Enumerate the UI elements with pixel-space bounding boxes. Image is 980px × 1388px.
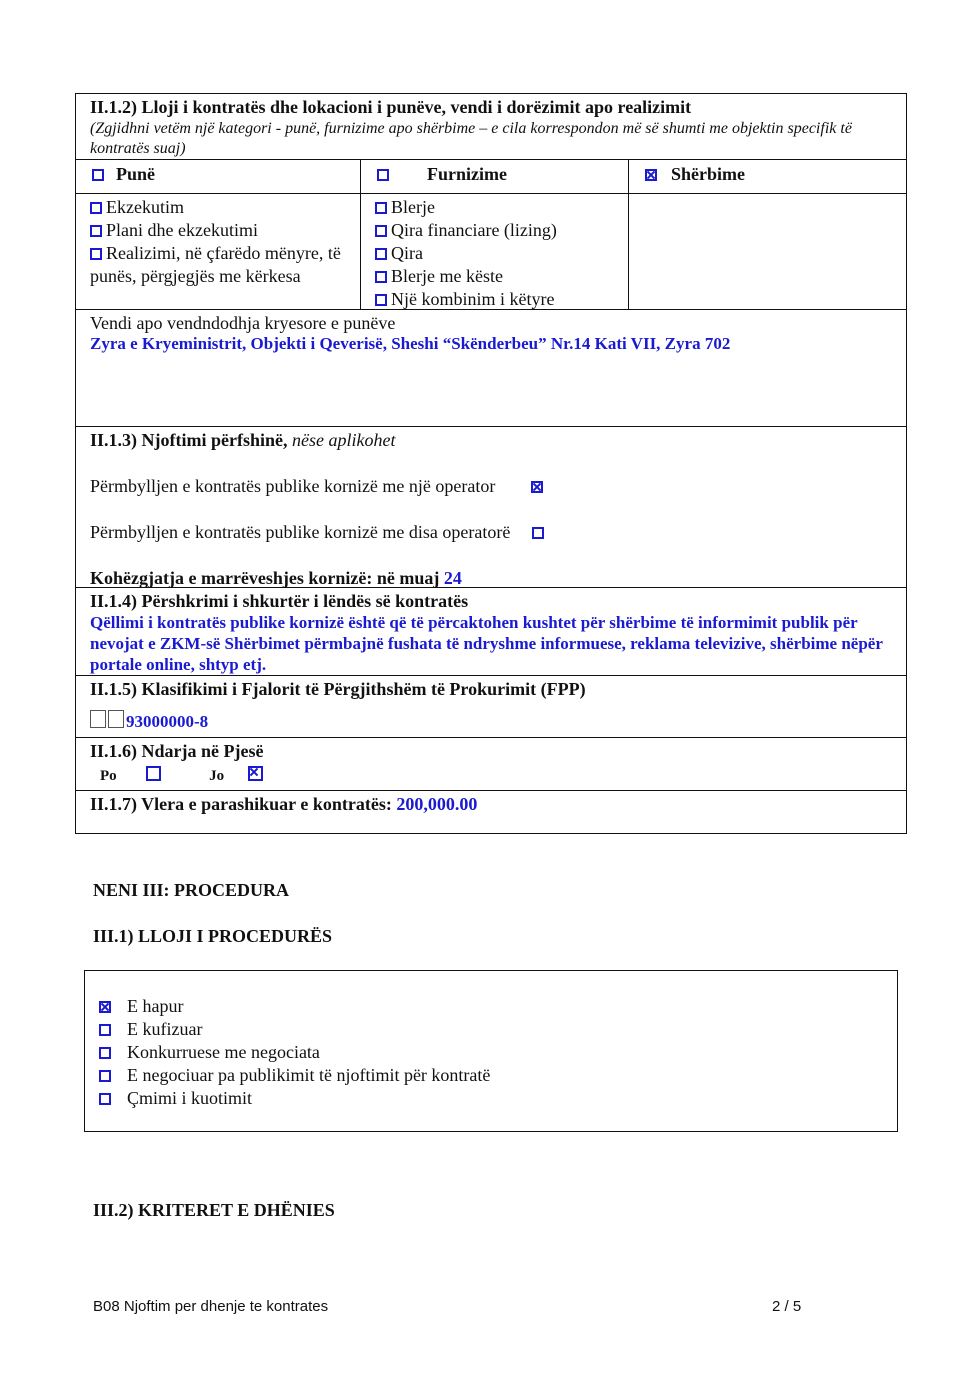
lots-division: [90, 766, 906, 785]
checked-checkbox-icon[interactable]: [99, 1001, 111, 1013]
furnizime-options: [361, 194, 629, 309]
sherbime-options: [629, 194, 906, 309]
section-title: II.1.7) Vlera e parashikuar e kontratës:: [90, 794, 392, 814]
contract-description: Qëllimi i kontratës publike kornizë është që të përcaktohen kushtet për shërbime të informimit publik për nevojat e ZKM-së Shërbimet përmbajnë fushata të ndryshme informuese, reklama televizive, shërbime nëpër portale online, shtyp etj.: [90, 613, 883, 674]
category-options-row: [76, 194, 906, 310]
option-item[interactable]: Ekzekutim: [90, 196, 354, 219]
option-item[interactable]: Qira: [375, 242, 628, 265]
footer-page-number: 2 / 5: [772, 1298, 802, 1315]
checkbox-icon[interactable]: [99, 1070, 111, 1082]
category-label: Shërbime: [671, 164, 745, 184]
checked-checkbox-icon[interactable]: [248, 766, 263, 781]
checkbox-icon[interactable]: [99, 1024, 111, 1036]
procedure-option[interactable]: Çmimi i kuotimit: [99, 1087, 897, 1110]
framework-single-operator[interactable]: Përmbylljen e kontratës publike kornizë me një operator: [90, 475, 906, 497]
footer-form-name: B08 Njoftim per dhenje te kontrates: [93, 1298, 329, 1315]
checked-checkbox-icon[interactable]: [531, 481, 543, 493]
empty-box-icon: [90, 710, 106, 728]
checkbox-icon[interactable]: [375, 202, 387, 214]
section-iii-1-heading: III.1) LLOJI I PROCEDURËS: [93, 926, 333, 946]
location-row: [76, 310, 906, 427]
checkbox-icon[interactable]: [532, 527, 544, 539]
checkbox-icon[interactable]: [375, 248, 387, 260]
pune-options: [76, 194, 361, 309]
checkbox-icon[interactable]: [377, 169, 389, 181]
option-item[interactable]: Qira financiare (lizing): [375, 219, 628, 242]
option-item[interactable]: Plani dhe ekzekutimi: [90, 219, 354, 242]
fpp-code-value: 93000000-8: [126, 712, 209, 731]
checkbox-icon[interactable]: [90, 202, 102, 214]
category-label: Punë: [116, 164, 156, 184]
procedure-option[interactable]: E kufizuar: [99, 1018, 897, 1041]
section-ii-1-7: [76, 791, 906, 833]
section-iii-2-heading: III.2) KRITERET E DHËNIES: [93, 1200, 335, 1220]
checkbox-icon[interactable]: [92, 169, 104, 181]
option-item[interactable]: Një kombinim i këtyre: [375, 288, 628, 311]
checkbox-icon[interactable]: [90, 248, 102, 260]
empty-box-icon: [108, 710, 124, 728]
checkbox-icon[interactable]: [146, 766, 161, 781]
option-item[interactable]: Blerje: [375, 196, 628, 219]
section-ii-1-6: [76, 738, 906, 791]
contract-value: 200,000.00: [396, 794, 478, 814]
section-ii-1-4: [76, 588, 906, 676]
section-note: (Zgjidhni vetëm një kategori - punë, furnizime apo shërbime – e cila korrespondon më së shumti me objektin specifik të kontratës suaj): [90, 120, 852, 157]
section-title: II.1.3) Njoftimi përfshinë,: [90, 430, 288, 450]
fpp-code: [90, 710, 906, 732]
location-label: Vendi apo vendndodhja kryesore e punëve: [90, 313, 396, 333]
section-title-note: nëse aplikohet: [291, 430, 396, 450]
framework-multiple-operators[interactable]: Përmbylljen e kontratës publike kornizë me disa operatorë: [90, 521, 906, 543]
checkbox-icon[interactable]: [375, 294, 387, 306]
procedure-option[interactable]: E hapur: [99, 995, 897, 1018]
checkbox-icon[interactable]: [99, 1047, 111, 1059]
option-item[interactable]: Realizimi, në çfarëdo mënyre, të punës, përgjegjës me kërkesa: [90, 243, 341, 286]
section-title: II.1.4) Përshkrimi i shkurtër i lëndës së kontratës: [90, 591, 469, 611]
location-value: Zyra e Kryeministrit, Objekti i Qeverisë, Sheshi “Skënderbeu” Nr.14 Kati VII, Zyra 702: [90, 334, 731, 353]
section-ii-1-2-header: [76, 94, 906, 160]
procedure-type-box: [84, 970, 898, 1132]
section-title: II.1.6) Ndarja në Pjesë: [90, 741, 264, 761]
option-item[interactable]: Blerje me këste: [375, 265, 628, 288]
contract-form-table: [75, 93, 907, 834]
category-header-row: [76, 160, 906, 194]
checkbox-icon[interactable]: [375, 271, 387, 283]
section-title: II.1.5) Klasifikimi i Fjalorit të Përgjithshëm të Prokurimit (FPP): [90, 679, 586, 699]
checkbox-icon[interactable]: [90, 225, 102, 237]
duration-value: 24: [443, 568, 462, 588]
option-jo-label: Jo: [209, 768, 225, 784]
category-furnizime[interactable]: [361, 160, 629, 193]
section-title: II.1.2) Lloji i kontratës dhe lokacioni i punëve, vendi i dorëzimit apo realizimit: [90, 97, 692, 117]
procedure-option[interactable]: Konkurruese me negociata: [99, 1041, 897, 1064]
option-po-label: Po: [100, 768, 117, 784]
category-sherbime[interactable]: [629, 160, 906, 193]
checkbox-icon[interactable]: [99, 1093, 111, 1105]
framework-duration: Kohëzgjatja e marrëveshjes kornizë: në muaj 24: [90, 568, 462, 588]
category-label: Furnizime: [427, 164, 507, 184]
section-ii-1-5: [76, 676, 906, 738]
checked-checkbox-icon[interactable]: [645, 169, 657, 181]
neni-iii-heading: NENI III: PROCEDURA: [93, 880, 290, 900]
category-pune[interactable]: [76, 160, 361, 193]
checkbox-icon[interactable]: [375, 225, 387, 237]
procedure-option[interactable]: E negociuar pa publikimit të njoftimit për kontratë: [99, 1064, 897, 1087]
section-ii-1-3: [76, 427, 906, 588]
